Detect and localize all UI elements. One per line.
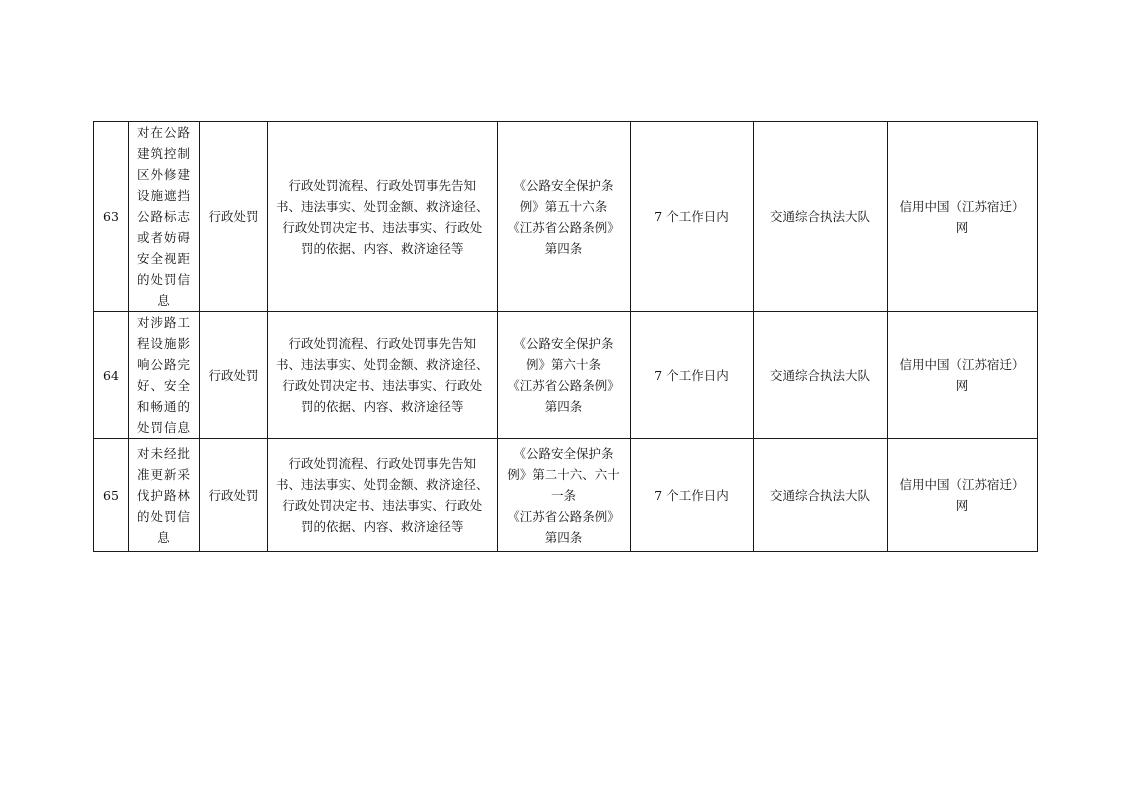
content-line: 罚的依据、内容、救济途径等 — [301, 240, 464, 256]
category-cell: 行政处罚 — [200, 439, 268, 552]
item-name-line: 设施遮挡 — [136, 188, 191, 203]
legal-basis-cell — [497, 312, 630, 439]
channel-cell — [887, 122, 1037, 312]
content-line: 书、违法事实、处罚金额、救济途径、 — [276, 357, 489, 372]
channel-cell — [887, 439, 1037, 552]
item-name-line: 对未经批 — [136, 445, 191, 461]
table-row — [94, 312, 1038, 439]
basis-line: 《江苏省公路条例》 — [507, 219, 620, 235]
basis-line: 第四条 — [544, 399, 583, 414]
channel-line: 信用中国（江苏宿迁） — [899, 357, 1025, 372]
content-line: 行政处罚决定书、违法事实、行政处 — [282, 498, 483, 513]
content-line: 行政处罚决定书、违法事实、行政处 — [282, 219, 483, 235]
content-line: 书、违法事实、处罚金额、救济途径、 — [276, 198, 489, 214]
agency-cell: 交通综合执法大队 — [753, 122, 887, 312]
basis-line: 一条 — [551, 487, 577, 503]
row-number-cell: 64 — [94, 312, 129, 439]
item-name-cell — [129, 312, 200, 439]
table-row — [94, 439, 1038, 552]
basis-line: 《公路安全保护条 — [513, 445, 614, 461]
basis-line: 第四条 — [544, 240, 583, 256]
category-cell: 行政处罚 — [200, 122, 268, 312]
item-name-line: 息 — [157, 293, 171, 308]
channel-line: 信用中国（江苏宿迁） — [899, 198, 1025, 214]
item-name-line: 对涉路工 — [136, 315, 191, 330]
item-name-line: 程设施影 — [136, 336, 191, 351]
content-line: 行政处罚流程、行政处罚事先告知 — [288, 456, 477, 471]
item-name-line: 的处罚信 — [136, 272, 191, 287]
category-cell: 行政处罚 — [200, 312, 268, 439]
time-limit-cell: 7 个工作日内 — [630, 312, 753, 439]
item-name-line: 建筑控制 — [136, 146, 191, 161]
item-name-line: 响公路完 — [136, 357, 191, 372]
disclosure-content-cell — [268, 122, 498, 312]
item-name-line: 伐护路林 — [136, 487, 191, 503]
basis-line: 例》第二十六、六十 — [507, 466, 620, 482]
row-number-cell: 63 — [94, 122, 129, 312]
legal-basis-cell — [497, 122, 630, 312]
item-name-line: 处罚信息 — [136, 420, 191, 435]
time-limit-cell: 7 个工作日内 — [630, 122, 753, 312]
table-row — [94, 122, 1038, 312]
basis-line: 第四条 — [544, 529, 583, 545]
item-name-line: 准更新采 — [136, 466, 191, 482]
channel-line: 网 — [955, 498, 969, 513]
content-line: 罚的依据、内容、救济途径等 — [301, 399, 464, 414]
basis-line: 例》第六十条 — [526, 357, 602, 372]
item-name-line: 好、安全 — [136, 378, 191, 393]
content-line: 行政处罚决定书、违法事实、行政处 — [282, 378, 483, 393]
item-name-line: 对在公路 — [136, 125, 191, 140]
disclosure-table — [93, 121, 1038, 552]
basis-line: 《江苏省公路条例》 — [507, 508, 620, 524]
basis-line: 《江苏省公路条例》 — [507, 378, 620, 393]
basis-line: 例》第五十六条 — [519, 198, 608, 214]
basis-line: 《公路安全保护条 — [513, 177, 614, 193]
content-line: 罚的依据、内容、救济途径等 — [301, 519, 464, 534]
content-line: 书、违法事实、处罚金额、救济途径、 — [276, 477, 489, 492]
item-name-line: 息 — [157, 529, 171, 545]
item-name-line: 和畅通的 — [136, 399, 191, 414]
disclosure-content-cell — [268, 312, 498, 439]
item-name-line: 或者妨碍 — [136, 230, 191, 245]
item-name-line: 的处罚信 — [136, 508, 191, 524]
time-limit-cell: 7 个工作日内 — [630, 439, 753, 552]
content-line: 行政处罚流程、行政处罚事先告知 — [288, 177, 477, 193]
channel-cell — [887, 312, 1037, 439]
channel-line: 网 — [955, 378, 969, 393]
row-number-cell: 65 — [94, 439, 129, 552]
item-name-line: 区外修建 — [136, 167, 191, 182]
agency-cell: 交通综合执法大队 — [753, 312, 887, 439]
legal-basis-cell — [497, 439, 630, 552]
content-line: 行政处罚流程、行政处罚事先告知 — [288, 336, 477, 351]
item-name-line: 公路标志 — [136, 209, 191, 224]
item-name-cell — [129, 439, 200, 552]
item-name-line: 安全视距 — [136, 251, 191, 266]
channel-line: 网 — [955, 219, 969, 235]
item-name-cell — [129, 122, 200, 312]
basis-line: 《公路安全保护条 — [513, 336, 614, 351]
channel-line: 信用中国（江苏宿迁） — [899, 477, 1025, 492]
agency-cell: 交通综合执法大队 — [753, 439, 887, 552]
disclosure-content-cell — [268, 439, 498, 552]
